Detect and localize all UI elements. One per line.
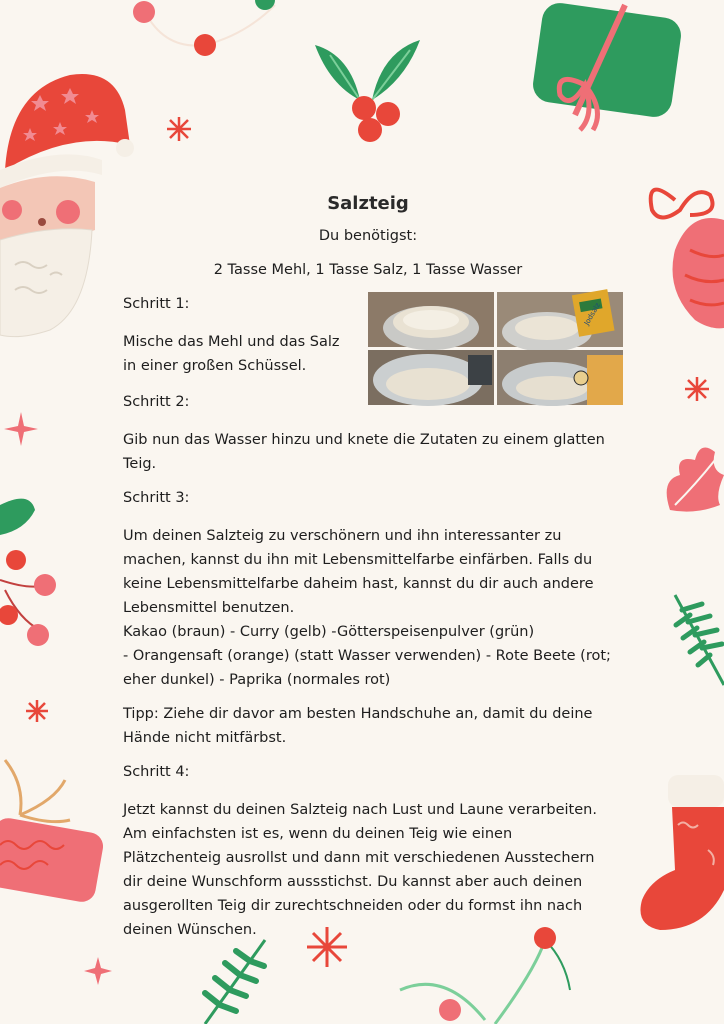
fir-branch-illustration (670, 590, 724, 690)
fir-branch-illustration (195, 935, 275, 1024)
salt-package-label: Jodsalz (582, 301, 602, 327)
berry-branch-illustration (0, 490, 60, 655)
step3-text: Um deinen Salzteig zu verschönern und ihn interessanter zu machen, kannst du ihn mit Lebensmittelfarbe einfärben. Falls du keine Lebensmittelfarbe daheim hast, kannst du dir auch andere Lebensmittel benutzen. (123, 528, 594, 616)
step1-section (123, 292, 613, 388)
photo-water-pour (497, 350, 623, 405)
star-icon (165, 115, 193, 143)
step4-text: Jetzt kannst du deinen Salzteig nach Lust und Laune verarbeiten. Am einfachsten ist es, wenn du deinen Teig wie einen Plätzchenteig ausrollst und dann mit verschiedenen Ausstechern dir deine Wunschform aussstichst. Du kannst aber auch deinen ausgerollten Teig dir zurechtschneiden oder du formst ihn nach deinen Wünschen. (123, 802, 597, 938)
santa-illustration (0, 50, 135, 350)
step3-body (123, 524, 613, 692)
tip-text: Tipp: Ziehe dir davor am besten Handschuhe an, damit du deine Hände nicht mitfärbst. (123, 706, 593, 746)
step1-heading: Schritt 1: (123, 296, 190, 312)
ingredients-list: 2 Tasse Mehl, 1 Tasse Salz, 1 Tasse Wasser (213, 262, 523, 278)
leaf-illustration (660, 440, 724, 515)
photo-mixing-bowl (368, 350, 494, 405)
document-title: Salzteig (327, 193, 409, 214)
step3-colors-line: Kakao (braun) - Curry (gelb) -Götterspeisenpulver (grün) (123, 624, 535, 640)
gift-illustration (0, 745, 105, 910)
gift-box-illustration (525, 0, 690, 140)
holly-illustration (310, 30, 430, 150)
step2-text: Gib nun das Wasser hinzu und knete die Zutaten zu einem glatten Teig. (123, 432, 605, 472)
berry-garland-top (125, 0, 305, 60)
step2-heading: Schritt 2: (123, 394, 190, 410)
step1-line: in einer großen Schüssel. (123, 358, 307, 374)
step3-heading: Schritt 3: (123, 490, 190, 506)
photo-salt-package (497, 292, 623, 347)
star-icon (82, 955, 114, 987)
star-icon (24, 698, 50, 724)
step3-colors-line: - Orangensaft (orange) (statt Wasser verwenden) - Rote Beete (rot; eher dunkel) - Paprika (normales rot) (123, 648, 611, 688)
step1-line: Mische das Mehl und das Salz (123, 334, 340, 350)
ingredients-heading: Du benötigst: (318, 228, 418, 244)
stocking-illustration (630, 770, 724, 935)
instructions-document (123, 192, 613, 938)
star-icon (683, 375, 711, 403)
ornament-illustration (640, 170, 724, 335)
step4-heading: Schritt 4: (123, 764, 190, 780)
photo-flour-bowl (368, 292, 494, 347)
photo-collage (368, 292, 622, 404)
star-icon (2, 410, 40, 448)
